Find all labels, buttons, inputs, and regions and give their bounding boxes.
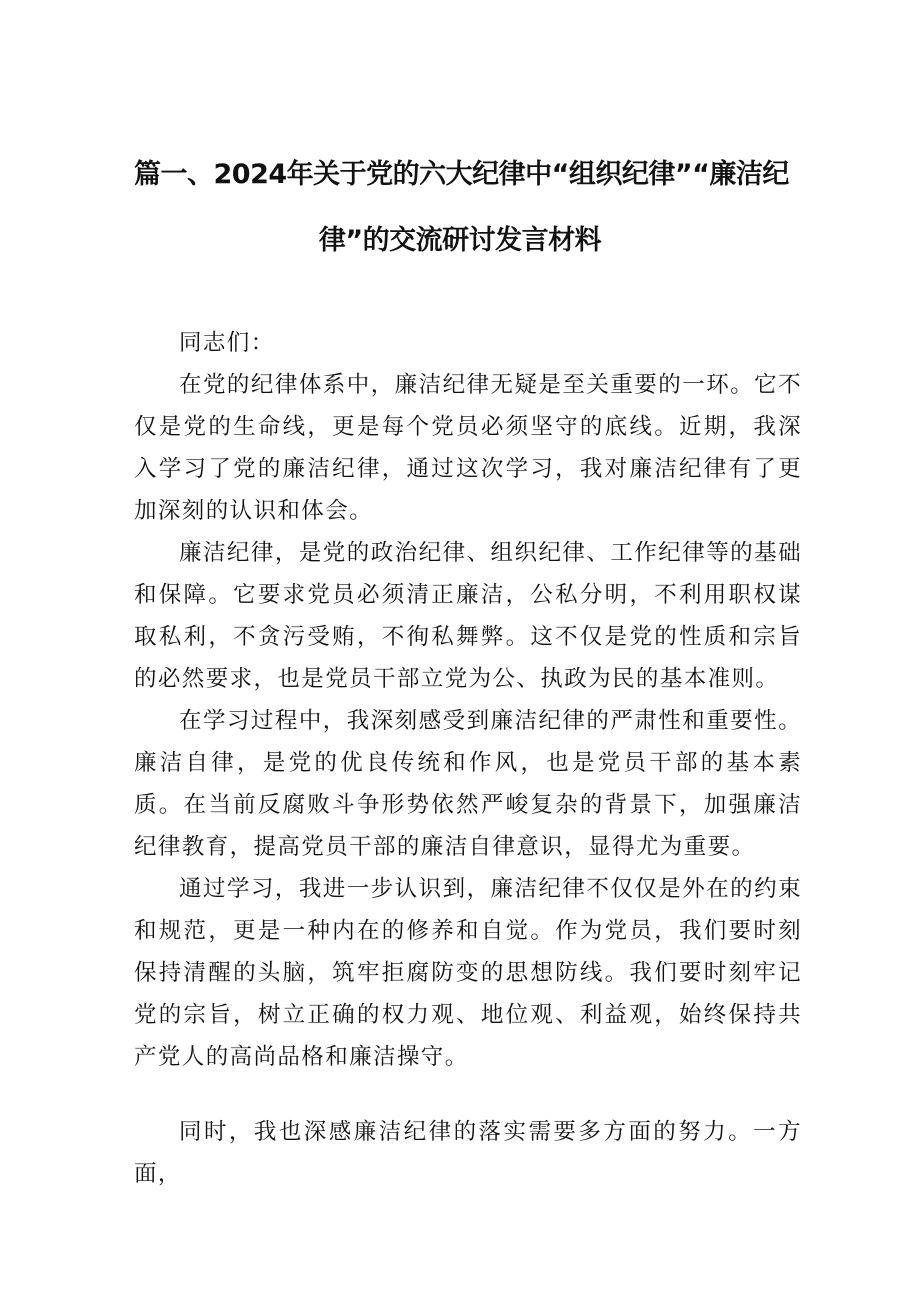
body-paragraph: 廉洁纪律，是党的政治纪律、组织纪律、工作纪律等的基础和保障。它要求党员必须清正廉洁，公私分明，不利用职权谋取私利，不贪污受贿，不徇私舞弊。这不仅是党的性质和宗旨的必然要求，也是党员干部立党为公、执政为民的基本准则。 xyxy=(134,540,802,692)
body-paragraph: 在学习过程中，我深刻感受到廉洁纪律的严肃性和重要性。廉洁自律，是党的优良传统和作风，也是党员干部的基本素质。在当前反腐败斗争形势依然严峻复杂的背景下，加强廉洁纪律教育，提高党员干部的廉洁自律意识，显得尤为重要。 xyxy=(134,708,802,860)
document-title-line-1: 篇一、2024年关于党的六大纪律中“组织纪律”“廉洁纪 xyxy=(134,159,789,190)
salutation: 同志们： xyxy=(179,330,275,356)
body-paragraph: 同时，我也深感廉洁纪律的落实需要多方面的努力。一方面， xyxy=(134,1119,802,1187)
body-paragraph: 在党的纪律体系中，廉洁纪律无疑是至关重要的一环。它不仅是党的生命线，更是每个党员必须坚守的底线。近期，我深入学习了党的廉洁纪律，通过这次学习，我对廉洁纪律有了更加深刻的认识和体会。 xyxy=(134,372,802,524)
document-title-line-2: 律”的交流研讨发言材料 xyxy=(318,225,602,256)
document-body xyxy=(134,322,802,1195)
body-paragraph: 通过学习，我进一步认识到，廉洁纪律不仅仅是外在的约束和规范，更是一种内在的修养和自觉。作为党员，我们要时刻保持清醒的头脑，筑牢拒腐防变的思想防线。我们要时刻牢记党的宗旨，树立正确的权力观、地位观、利益观，始终保持共产党人的高尚品格和廉洁操守。 xyxy=(134,876,802,1070)
